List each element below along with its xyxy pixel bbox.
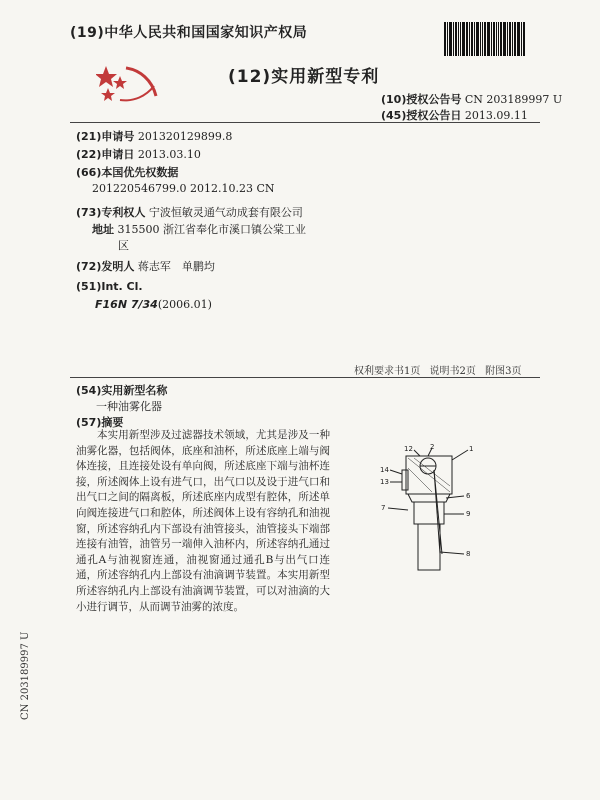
fig-label-9: 9 [466, 510, 471, 518]
app-date-value: 2013.03.10 [137, 148, 201, 161]
application-date [76, 146, 201, 162]
fig-label-13: 13 [380, 478, 389, 486]
publication-number [381, 91, 562, 107]
pub-no-label: (10)授权公告号 [381, 93, 462, 106]
abstract-figure [368, 442, 488, 578]
int-cl-classification [95, 298, 212, 311]
app-date-label: (22)申请日 [76, 148, 135, 161]
inventor-names: 蒋志军 单鹏均 [137, 260, 215, 273]
publication-date [381, 107, 528, 123]
base [408, 494, 450, 502]
app-no-value: 201320129899.8 [137, 130, 233, 143]
app-no-label: (21)申请号 [76, 130, 135, 143]
int-cl-code: F16N 7/34 [95, 298, 158, 311]
pub-no-value: CN 203189997 U [464, 93, 563, 106]
fig-label-1: 1 [469, 445, 474, 453]
priority-label: (66)本国优先权数据 [76, 166, 179, 179]
section-rule [70, 377, 540, 378]
barcode [444, 22, 544, 56]
fig-label-2: 2 [430, 443, 435, 451]
oil-cup-lower [418, 524, 440, 570]
fig-label-6: 6 [466, 492, 471, 500]
pub-date-label: (45)授权公告日 [381, 109, 462, 122]
oil-cup-upper [414, 502, 444, 524]
side-publication-number: CN 203189997 U [20, 631, 31, 720]
address-line-2: 区 [118, 239, 129, 252]
fig-label-8: 8 [466, 550, 471, 558]
cnipa-logo [96, 62, 162, 106]
header-rule [70, 122, 540, 123]
int-cl-label: (51)Int. Cl. [76, 280, 143, 293]
address [92, 221, 306, 237]
assignee [76, 204, 303, 220]
pub-date-value: 2013.09.11 [464, 109, 528, 122]
address-line-1: 315500 浙江省奉化市溪口镇公棠工业 [117, 223, 306, 236]
priority-data: 201220546799.0 2012.10.23 CN [92, 182, 275, 195]
office-header: (19)中华人民共和国国家知识产权局 [70, 25, 308, 41]
title-label: (54)实用新型名称 [76, 384, 168, 397]
fig-label-12: 12 [404, 445, 413, 453]
fig-label-7: 7 [381, 504, 386, 512]
utility-model-title: 一种油雾化器 [96, 400, 162, 413]
inventors [76, 258, 215, 274]
fig-label-14: 14 [380, 466, 389, 474]
abstract-label: (57)摘要 [76, 416, 124, 429]
page-count-info: 权利要求书1页 说明书2页 附图3页 [354, 366, 522, 377]
document-type-title: (12)实用新型专利 [228, 67, 380, 87]
application-number [76, 128, 232, 144]
address-label: 地址 [92, 223, 114, 236]
inventor-label: (72)发明人 [76, 260, 135, 273]
int-cl-year: (2006.01) [157, 298, 212, 311]
assignee-label: (73)专利权人 [76, 206, 146, 219]
abstract-text: 本实用新型涉及过滤器技术领域，尤其是涉及一种油雾化器，包括阀体，底座和油杯，所述底座上端与阀体连接，且连接处设有单向阀，所述底座下端与油杯连接，所述阀体上设有进气口，出气口以及设于进气口和出气口之间的隔离板，所述底座内成型有腔体，所述单向阀连接进气口和腔体，所述阀体上设有容纳孔和油视窗，所述容纳孔内下部设有油管接头，油管接头下端部连接有油管，油管另一端伸入油杯内，所述容纳孔通过通孔A与油视窗连通，油视窗通过通孔B与出气口连通，所述容纳孔内上部设有油滴调节装置。本实用新型所述容纳孔内上部设有油滴调节装置，可以对油滴的大小进行调节，从而调节油雾的浓度。 [76, 429, 330, 613]
assignee-value: 宁波恒敏灵通气动成套有限公司 [148, 206, 303, 219]
